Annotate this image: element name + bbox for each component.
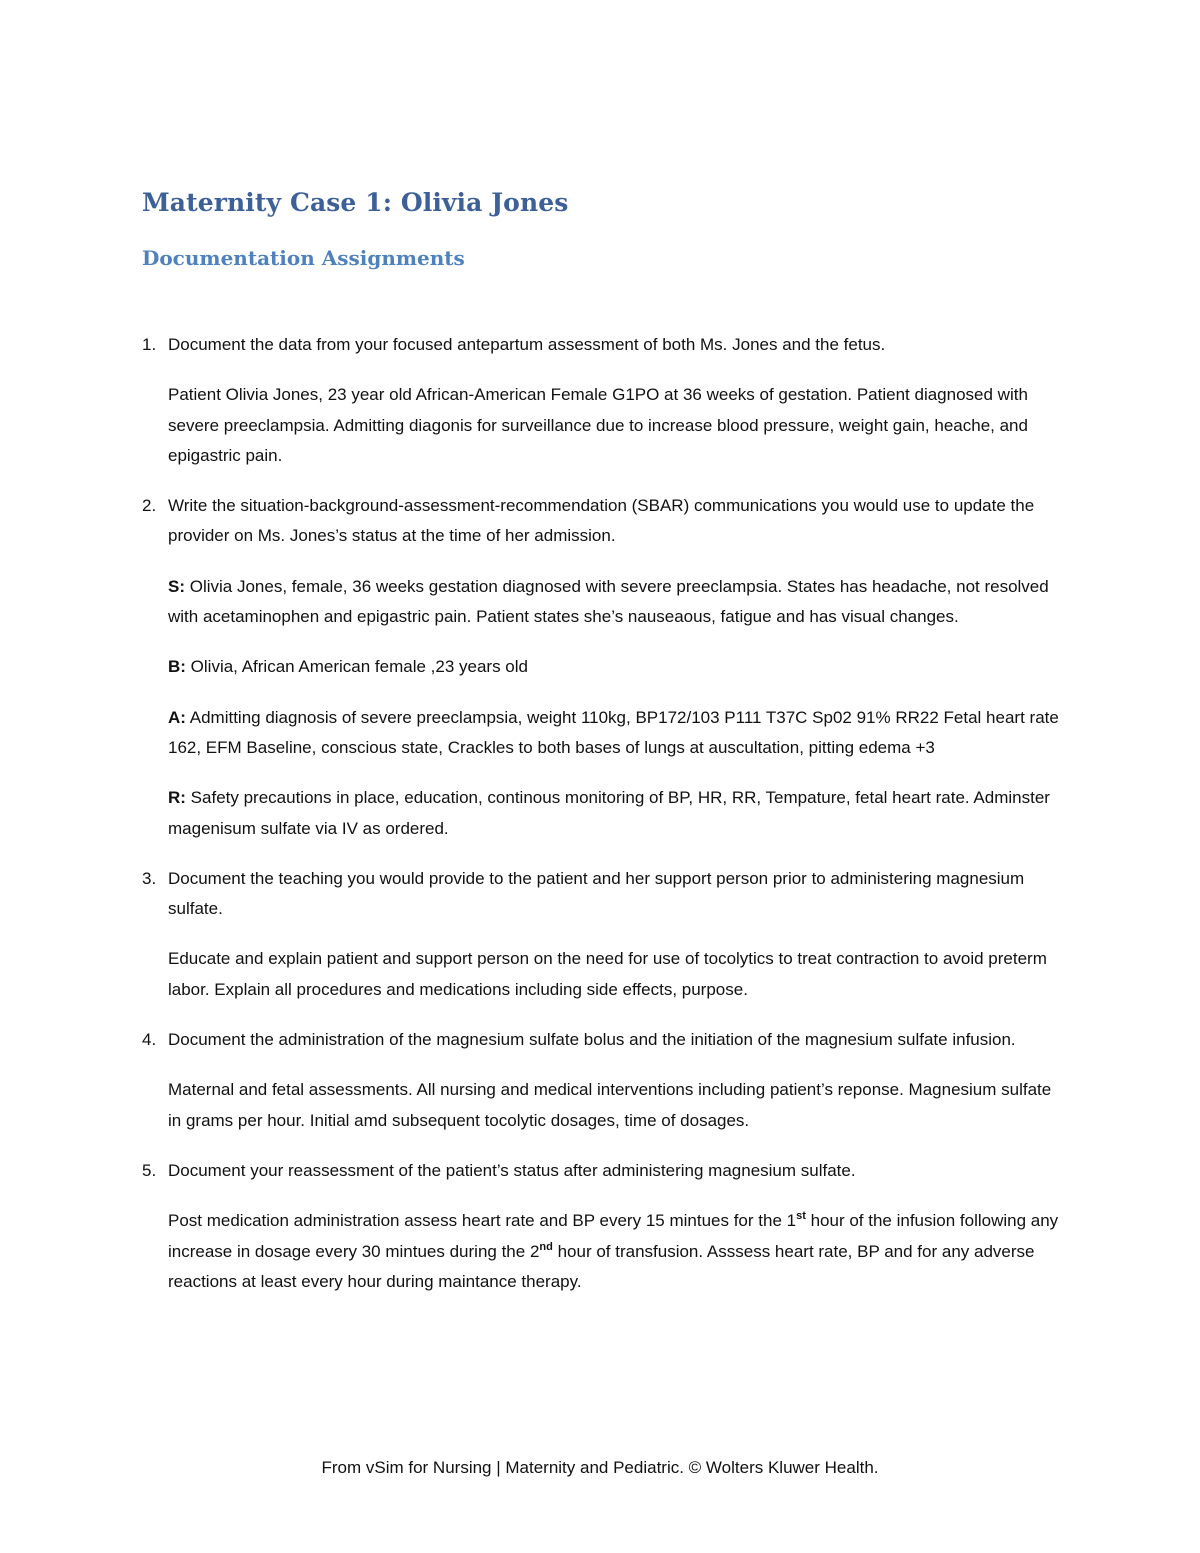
list-item	[142, 1025, 1068, 1136]
item-number: 5.	[142, 1160, 157, 1180]
list-item	[142, 491, 1068, 844]
assignment-question: Write the situation-background-assessment-recommendation (SBAR) communications you would use to update the provider on Ms. Jones’s status at the time of her admission.	[168, 496, 1035, 546]
item-number: 3.	[142, 868, 157, 888]
assignment-question: Document the teaching you would provide to the patient and her support person prior to administering magnesium sulfate.	[168, 868, 1025, 919]
assignment-answer	[168, 1206, 1068, 1297]
item-number: 1.	[142, 335, 157, 354]
sbar-text: Admitting diagnosis of severe preeclampsia, weight 110kg, BP172/103 P111 T37C Sp02 91% RR22 Fetal heart rate 162, EFM Baseline, conscious state, Crackles to both bases of lungs at auscultation, pitting edema +3	[168, 707, 1059, 757]
sbar-label: B:	[168, 657, 186, 677]
ordinal-superscript: st	[796, 1210, 806, 1223]
list-item	[142, 864, 1068, 1005]
sbar-assessment	[168, 703, 1068, 764]
document-subtitle: Documentation Assignments	[142, 246, 465, 270]
sbar-text: Safety precautions in place, education, continous monitoring of BP, HR, RR, Tempature, fetal heart rate. Adminster magenisum sulfate via IV as ordered.	[168, 788, 1050, 838]
assignment-question: Document the administration of the magnesium sulfate bolus and the initiation of the magnesium sulfate infusion.	[168, 1030, 1016, 1050]
assignment-question: Document your reassessment of the patient’s status after administering magnesium sulfate.	[168, 1160, 856, 1180]
sbar-text: Olivia Jones, female, 36 weeks gestation diagnosed with severe preeclampsia. States has headache, not resolved with acetaminophen and epigastric pain. Patient states she’s nauseaous, fatigue and has visual changes.	[168, 576, 1049, 627]
ordinal-superscript: nd	[539, 1240, 553, 1253]
answer-text: Post medication administration assess heart rate and BP every 15 mintues for the 1	[168, 1211, 797, 1231]
sbar-recommendation	[168, 783, 1068, 844]
page-footer: From vSim for Nursing | Maternity and Pediatric. © Wolters Kluwer Health.	[321, 1458, 879, 1477]
assignment-answer: Educate and explain patient and support person on the need for use of tocolytics to treat contraction to avoid preterm labor. Explain all procedures and medications including side effects, purpose.	[168, 949, 1047, 999]
item-number: 4.	[142, 1030, 157, 1050]
assignment-answer: Maternal and fetal assessments. All nursing and medical interventions including patient’s reponse. Magnesium sulfate in grams per hour. Initial amd subsequent tocolytic dosages, time of dosages.	[168, 1080, 1052, 1130]
sbar-background	[168, 652, 1068, 682]
sbar-label: A:	[168, 707, 186, 727]
assignment-answer: Patient Olivia Jones, 23 year old African-American Female G1PO at 36 weeks of gestation. Patient diagnosed with severe preeclampsia. Admitting diagonis for surveillance due to increase blood pressure, weight gain, heache, and epigastric pain.	[168, 385, 1028, 465]
sbar-situation	[168, 572, 1068, 633]
assignment-list	[142, 330, 1068, 1317]
sbar-label: R:	[168, 788, 186, 808]
answer-text: hour of transfusion. Asssess heart rate, BP and for any adverse reactions at least every hour during maintance therapy.	[168, 1241, 1035, 1291]
sbar-text: Olivia, African American female ,23 years old	[185, 657, 528, 677]
list-item	[142, 330, 1068, 471]
document-title: Maternity Case 1: Olivia Jones	[142, 188, 569, 217]
sbar-label: S:	[168, 576, 185, 596]
answer-text: hour of the infusion following any increase in dosage every 30 mintues during the 2	[168, 1211, 1059, 1261]
list-item	[142, 1156, 1068, 1297]
assignment-question: Document the data from your focused antepartum assessment of both Ms. Jones and the fetus.	[168, 335, 886, 354]
item-number: 2.	[142, 496, 157, 516]
